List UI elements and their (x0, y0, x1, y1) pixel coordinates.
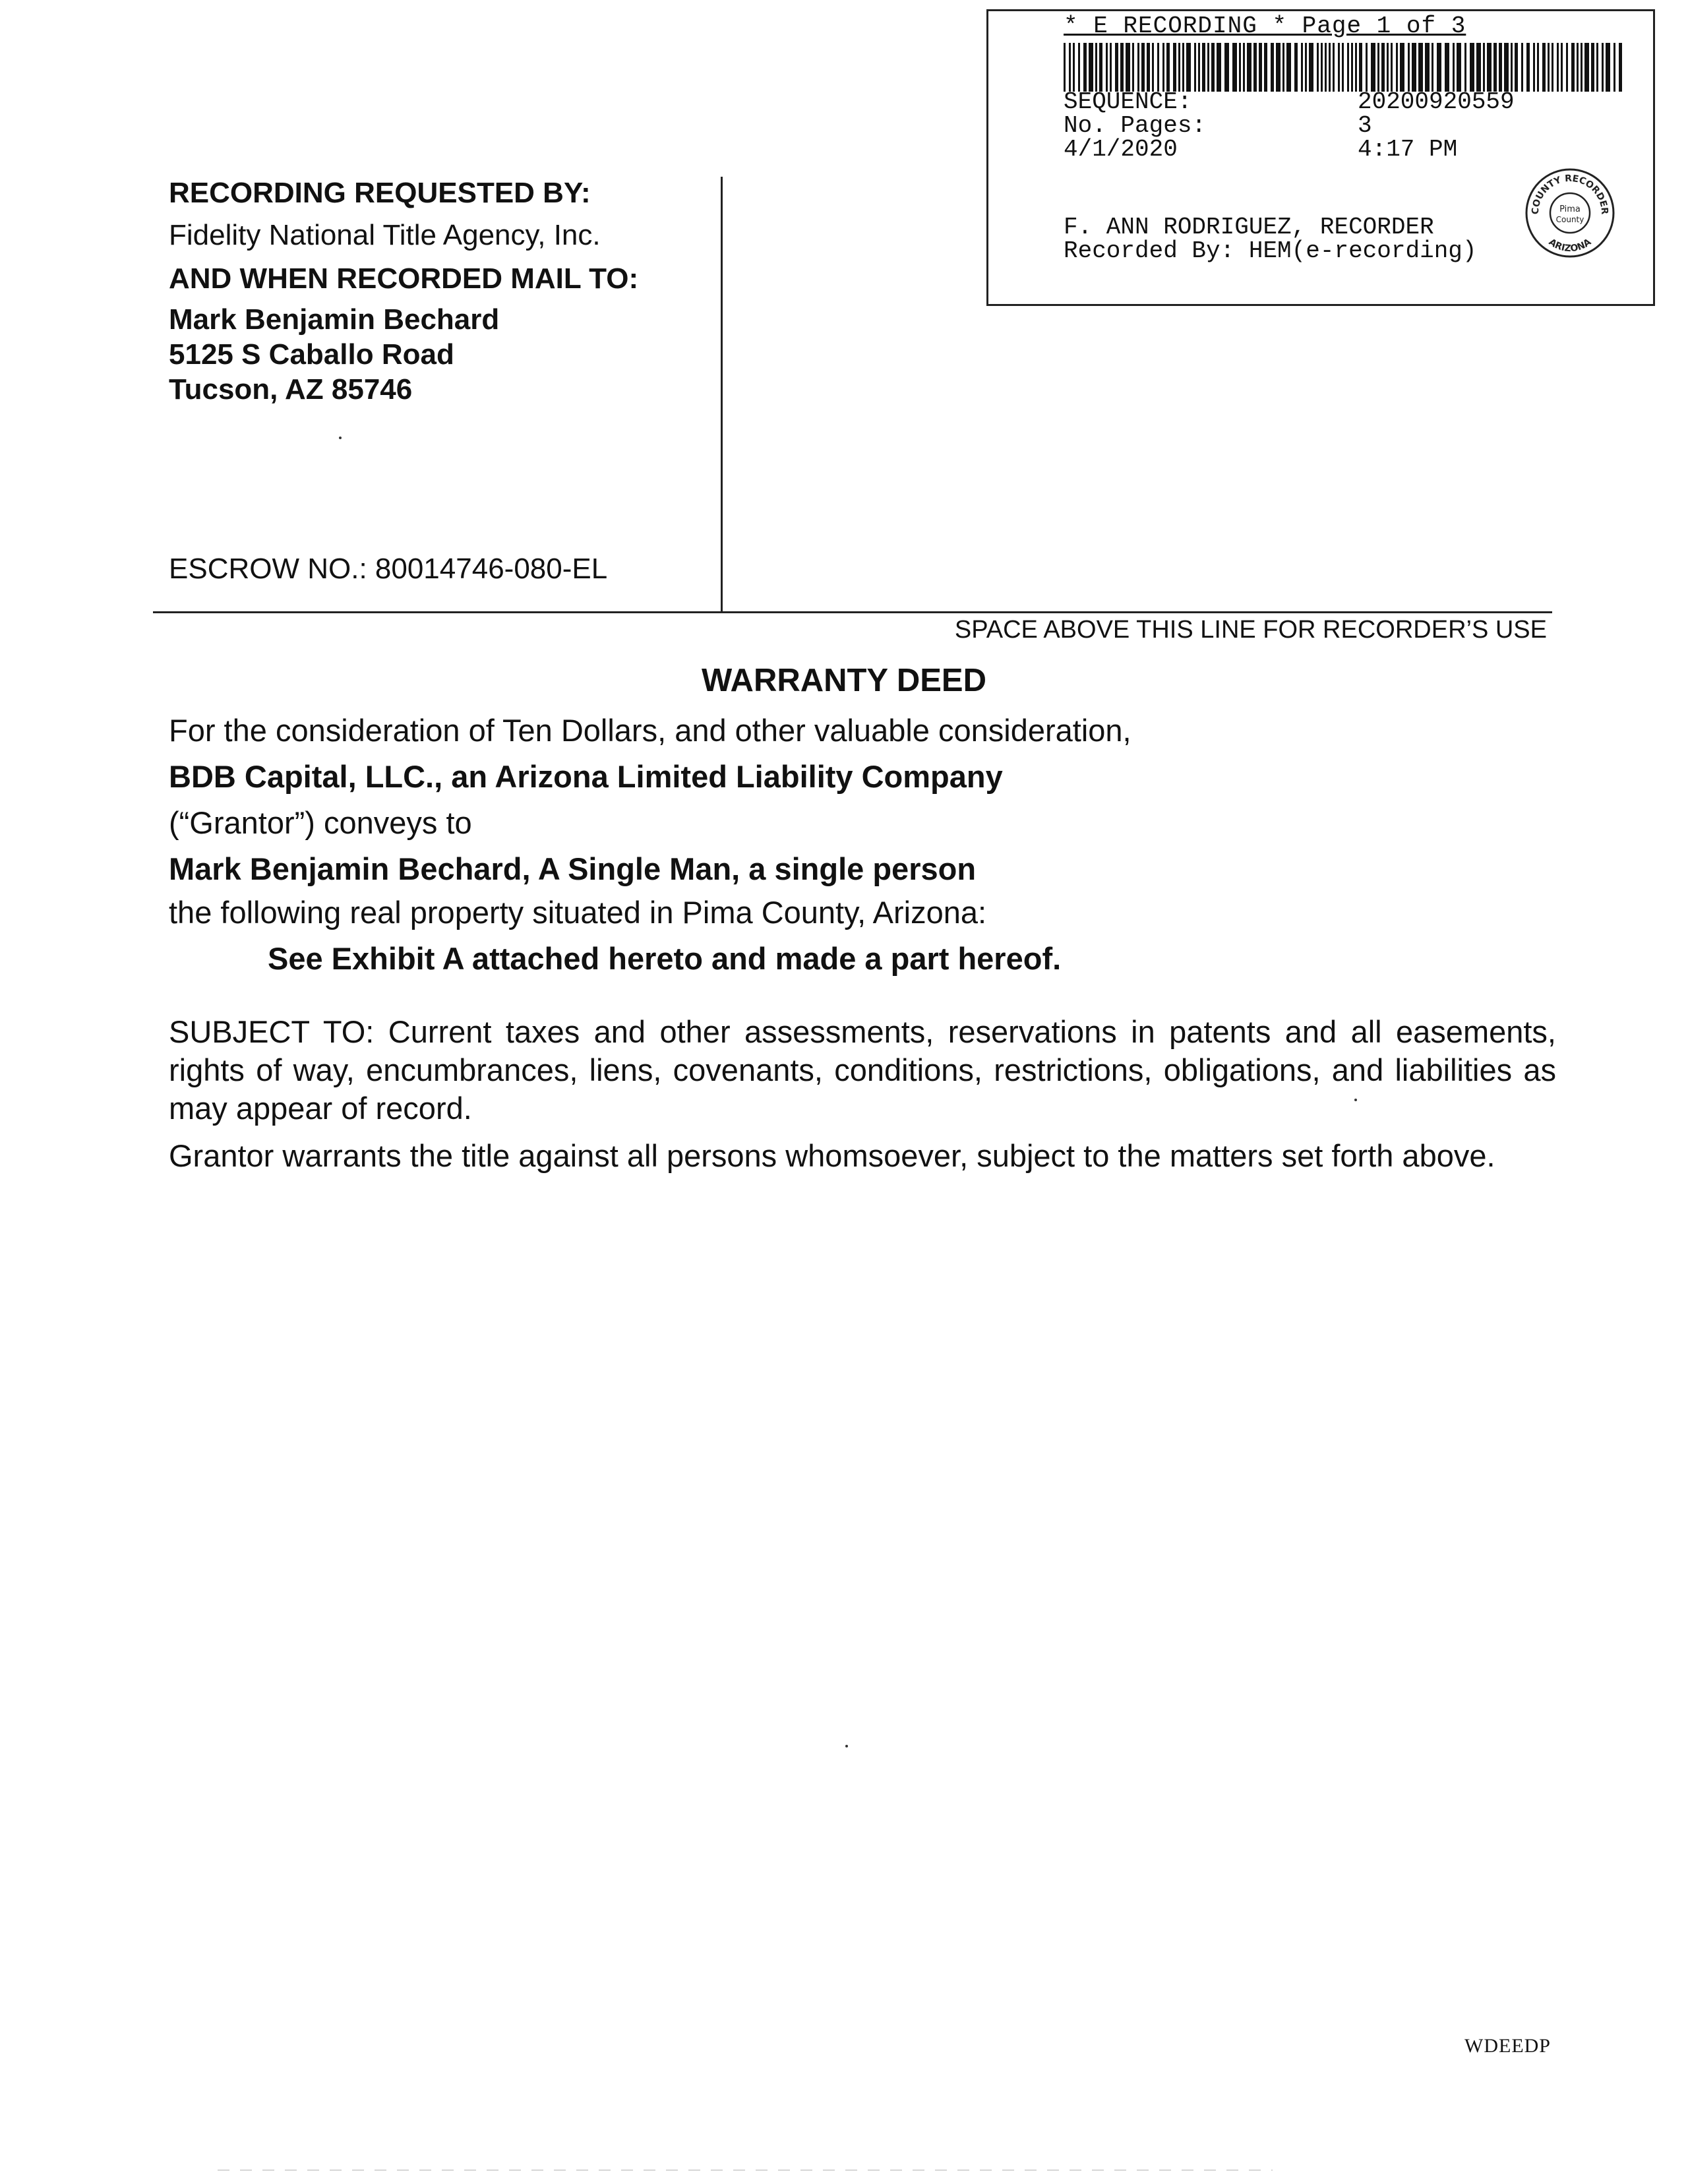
barcode-bar (1613, 43, 1615, 92)
seal-center-text-2: County (1555, 215, 1584, 224)
barcode-bar (1521, 43, 1523, 92)
barcode-bar (1264, 43, 1267, 92)
barcode-bar (1207, 43, 1209, 92)
barcode-bar (1309, 43, 1313, 92)
barcode-bar (1157, 43, 1159, 92)
barcode-bar (1282, 43, 1284, 92)
barcode-bar (1147, 43, 1150, 92)
scan-speck (1354, 1099, 1357, 1101)
barcode-bar (1259, 43, 1262, 92)
barcode-bar (1253, 43, 1257, 92)
barcode-bar (1224, 43, 1229, 92)
barcode-bar (1526, 43, 1530, 92)
requested-by-value: Fidelity National Title Agency, Inc. (169, 219, 601, 251)
conveys-line: (“Grantor”) conveys to (169, 805, 472, 840)
scan-speck (845, 1745, 848, 1747)
barcode-bar (1202, 43, 1205, 92)
barcode-bar (1178, 43, 1180, 92)
barcode-bar (1561, 43, 1563, 92)
barcode-bar (1432, 43, 1433, 92)
barcode-bar (1333, 43, 1335, 92)
consideration-line: For the consideration of Ten Dollars, and other valuable consideration, (169, 713, 1131, 748)
barcode-bar (1557, 43, 1559, 92)
barcode-bar (1198, 43, 1200, 92)
barcode-bar (1166, 43, 1170, 92)
barcode-bar (1069, 43, 1071, 92)
recorder-stamp (986, 9, 1655, 306)
barcode-icon (1064, 43, 1627, 92)
stamp-header: * E RECORDING * Page 1 of 3 (1064, 13, 1466, 40)
barcode-bar (1152, 43, 1154, 92)
barcode-bar (1483, 43, 1485, 92)
barcode-bar (1294, 43, 1298, 92)
seal-top-text: COUNTY RECORDER (1530, 173, 1610, 215)
barcode-bar (1499, 43, 1502, 92)
barcode-bar (1504, 43, 1509, 92)
barcode-bar (1511, 43, 1513, 92)
form-code: WDEEDP (1464, 2035, 1551, 2057)
barcode-bar (1106, 43, 1108, 92)
scan-artifact (218, 2169, 1273, 2171)
barcode-bar (1321, 43, 1323, 92)
barcode-bar (1470, 43, 1474, 92)
barcode-bar (1186, 43, 1191, 92)
barcode-bar (1487, 43, 1492, 92)
barcode-bar (1591, 43, 1594, 92)
mail-to-city: Tucson, AZ 85746 (169, 373, 413, 406)
recorder-name: F. ANN RODRIGUEZ, RECORDER (1064, 214, 1434, 241)
warranty-paragraph: Grantor warrants the title against all persons whomsoever, subject to the matters set forth above. (169, 1138, 1495, 1173)
barcode-bar (1542, 43, 1546, 92)
page-title: WARRANTY DEED (702, 663, 986, 698)
recorder-space-line (153, 611, 1552, 613)
barcode-bar (1099, 43, 1102, 92)
barcode-bar (1089, 43, 1093, 92)
barcode-bar (1493, 43, 1497, 92)
barcode-bar (1137, 43, 1139, 92)
barcode-bar (1453, 43, 1455, 92)
record-time: 4:17 PM (1358, 136, 1458, 163)
barcode-bar (1464, 43, 1466, 92)
exhibit-reference: See Exhibit A attached hereto and made a part hereof. (268, 941, 1062, 976)
barcode-bar (1276, 43, 1281, 92)
barcode-bar (1305, 43, 1307, 92)
barcode-bar (1115, 43, 1118, 92)
barcode-bar (1073, 43, 1075, 92)
barcode-bar (1355, 43, 1357, 92)
barcode-bar (1239, 43, 1241, 92)
barcode-bar (1377, 43, 1379, 92)
barcode-bar (1437, 43, 1441, 92)
barcode-bar (1317, 43, 1319, 92)
property-line: the following real property situated in Pima County, Arizona: (169, 895, 987, 930)
subject-to-paragraph: SUBJECT TO: Current taxes and other assessments, reservations in patents and all easements, rights of way, encumbrances, liens, covenants, conditions, restrictions, obligations, and liabilities as may appear of record. (169, 1014, 1556, 1126)
barcode-bar (1425, 43, 1430, 92)
barcode-bar (1457, 43, 1461, 92)
barcode-bar (1537, 43, 1539, 92)
county-recorder-seal-icon (1522, 166, 1617, 260)
recorded-by: Recorded By: HEM(e-recording) (1064, 237, 1477, 264)
barcode-bar (1342, 43, 1344, 92)
barcode-bar (1533, 43, 1535, 92)
escrow-number: ESCROW NO.: 80014746-080-EL (169, 553, 608, 585)
barcode-bar (1412, 43, 1416, 92)
barcode-bar (1548, 43, 1550, 92)
mail-to-label: AND WHEN RECORDED MAIL TO: (169, 262, 639, 295)
barcode-bar (1325, 43, 1327, 92)
record-date: 4/1/2020 (1064, 136, 1178, 163)
pages-value: 3 (1358, 112, 1372, 139)
barcode-bar (1232, 43, 1237, 92)
barcode-bar (1126, 43, 1130, 92)
barcode-bar (1371, 43, 1375, 92)
barcode-bar (1132, 43, 1134, 92)
barcode-bar (1596, 43, 1598, 92)
barcode-bar (1581, 43, 1582, 92)
pages-label: No. Pages: (1064, 112, 1207, 139)
barcode-bar (1243, 43, 1245, 92)
barcode-bar (1173, 43, 1176, 92)
barcode-bar (1418, 43, 1423, 92)
grantee-name: Mark Benjamin Bechard, A Single Man, a single person (169, 851, 977, 886)
barcode-bar (1110, 43, 1112, 92)
sequence-value: 20200920559 (1358, 88, 1515, 115)
barcode-bar (1141, 43, 1145, 92)
barcode-bar (1359, 43, 1362, 92)
barcode-bar (1381, 43, 1385, 92)
barcode-bar (1211, 43, 1215, 92)
barcode-bar (1351, 43, 1353, 92)
barcode-bar (1577, 43, 1579, 92)
barcode-bar (1194, 43, 1196, 92)
barcode-bar (1078, 43, 1080, 92)
requested-by-label: RECORDING REQUESTED BY: (169, 177, 591, 209)
barcode-bar (1162, 43, 1164, 92)
barcode-bar (1408, 43, 1410, 92)
barcode-bar (1445, 43, 1449, 92)
barcode-bar (1338, 43, 1340, 92)
barcode-bar (1271, 43, 1274, 92)
barcode-bar (1602, 43, 1604, 92)
barcode-bar (1566, 43, 1568, 92)
space-above-note: SPACE ABOVE THIS LINE FOR RECORDER’S USE (954, 616, 1547, 644)
seal-center-text-1: Pima (1559, 204, 1581, 214)
header-divider-vertical (721, 177, 723, 613)
barcode-bar (1515, 43, 1518, 92)
barcode-bar (1182, 43, 1184, 92)
barcode-bar (1095, 43, 1097, 92)
barcode-bar (1217, 43, 1221, 92)
barcode-bar (1400, 43, 1404, 92)
barcode-bar (1347, 43, 1349, 92)
barcode-bar (1619, 43, 1622, 92)
barcode-bar (1064, 43, 1066, 92)
mail-to-name: Mark Benjamin Bechard (169, 303, 500, 336)
barcode-bar (1329, 43, 1331, 92)
barcode-bar (1552, 43, 1553, 92)
barcode-bar (1476, 43, 1481, 92)
grantor-name: BDB Capital, LLC., an Arizona Limited Liability Company (169, 759, 1003, 794)
barcode-bar (1301, 43, 1303, 92)
barcode-bar (1247, 43, 1251, 92)
mail-to-street: 5125 S Caballo Road (169, 338, 454, 371)
barcode-bar (1120, 43, 1124, 92)
scan-speck (339, 437, 342, 439)
barcode-bar (1396, 43, 1398, 92)
barcode-bar (1584, 43, 1589, 92)
barcode-bar (1606, 43, 1610, 92)
sequence-label: SEQUENCE: (1064, 88, 1192, 115)
barcode-bar (1387, 43, 1389, 92)
barcode-bar (1083, 43, 1087, 92)
barcode-bar (1286, 43, 1291, 92)
barcode-bar (1391, 43, 1393, 92)
barcode-bar (1571, 43, 1575, 92)
seal-bottom-text: ARIZONA (1546, 237, 1594, 255)
barcode-bar (1366, 43, 1368, 92)
